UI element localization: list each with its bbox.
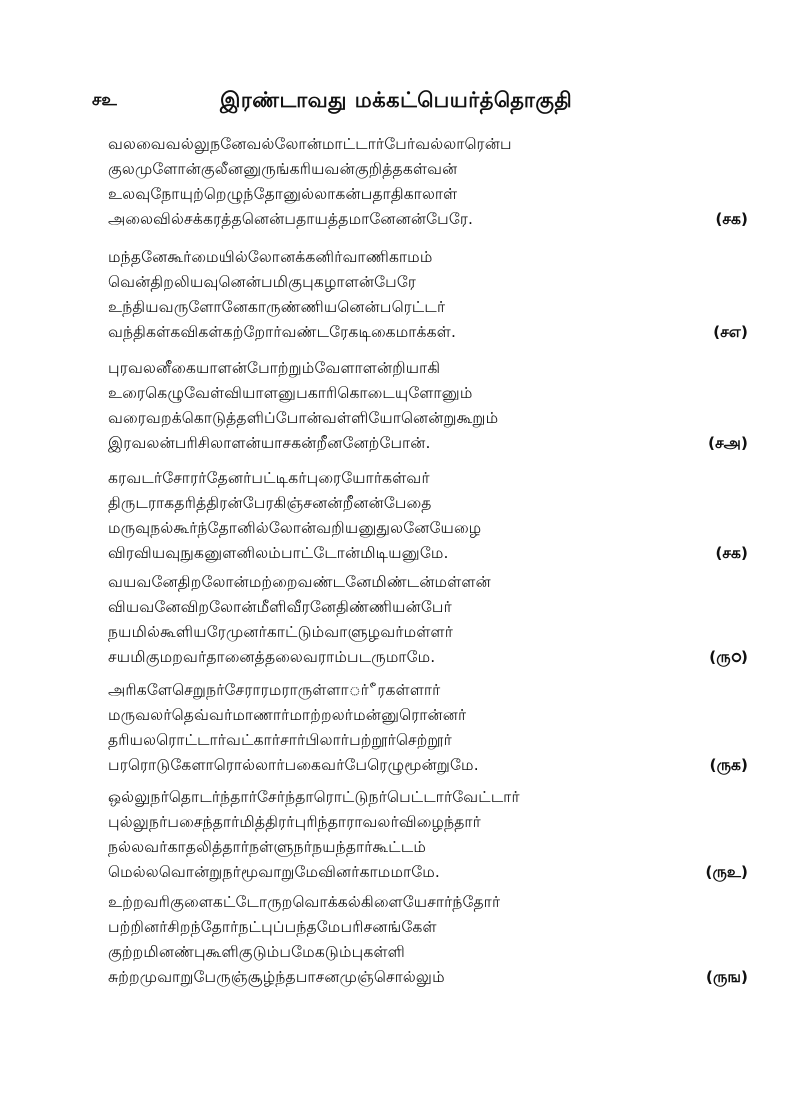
verse-number: (சஎ)	[713, 323, 748, 341]
stanza	[108, 356, 748, 456]
stanza	[108, 678, 748, 778]
verse-number: (ருங)	[705, 968, 748, 986]
verse-line: உற்றவரிகுளைகட்டோருறவொக்கல்கிளையேசார்ந்தோர்	[108, 893, 501, 911]
verse-number: (சஅ)	[708, 434, 748, 452]
verse-line: விரவியவுநுகனுளனிலம்பாட்டோன்மிடியனுமே.	[108, 544, 449, 562]
verse-line: மந்தனேகூர்மையில்லோனக்கனிர்வாணிகாமம்	[108, 248, 433, 266]
verse-line: புல்லுநர்பசைந்தார்மித்திரர்புரிந்தாராவலர்விழைந்தார்	[108, 813, 481, 831]
verse-number: (ருக)	[709, 756, 748, 774]
verse-number: (சக)	[715, 210, 748, 228]
verse-line: சயமிகுமறவர்தானைத்தலைவராம்படருமாமே.	[108, 648, 436, 666]
page-number: சஉ	[92, 90, 117, 110]
verse-line: உலவுநோயுற்றெழுந்தோனுல்லாகன்பதாதிகாலாள்	[108, 185, 458, 203]
verse-line: தரியலரொட்டார்வட்கார்சார்பிலார்பற்றூர்செற்றூர்	[108, 731, 452, 749]
verse-line: அலைவில்சக்கரத்தனென்பதாயத்தமானேனன்பேரே.	[108, 210, 474, 228]
page-title: இரண்டாவது மக்கட்பெயர்த்தொகுதி	[220, 88, 573, 112]
verse-line: வந்திகள்கவிகள்கற்றோர்வண்டரேகடிகைமாக்கள்.	[108, 323, 457, 341]
verse-line: பரரொடுகேளாரொல்லார்பகைவர்பேரெழுமூன்றுமே.	[108, 756, 479, 774]
verse-line: திருடராகதரித்திரன்பேரகிஞ்சனன்றீனன்பேதை	[108, 494, 432, 512]
verse-line: இரவலன்பரிசிலாளன்யாசகன்றீனனேற்போன்.	[108, 434, 431, 452]
verse-line: உரைகெழுவேள்வியாளனுபகாரிகொடையுளோனும்	[108, 384, 473, 402]
stanza	[108, 785, 748, 885]
verse-line: மருவுநல்கூர்ந்தோனில்லோன்வறியனுதுலனேயேழை	[108, 519, 482, 537]
verse-line: உந்தியவருளோனேகாருண்ணியனென்பரெட்டர்	[108, 298, 446, 316]
verse-line: நயமில்கூளியரேமுனர்காட்டும்வாளுழவர்மள்ளர்	[108, 623, 454, 641]
verse-line: பற்றினர்சிறந்தோர்நட்புப்பந்தமேபரிசனங்கேள்	[108, 918, 437, 936]
verse-line: புரவலனீகையாளன்போற்றும்வேளாளன்றியாகி	[108, 359, 441, 377]
verse-line: வென்திறலியவுனென்பமிகுபுகழாளன்பேரே	[108, 273, 417, 291]
verse-line: ஒல்லுநர்தொடர்ந்தார்சேர்ந்தாரொட்டுநர்பெட்டார்வேட்டார்	[108, 788, 520, 806]
verse-line: வியவனேவிறலோன்மீளிவீரனேதிண்ணியன்பேர்	[108, 598, 452, 616]
verse-line: மெல்லவொன்றுநர்மூவாறுமேவினர்காமமாமே.	[108, 863, 441, 881]
verse-line: வயவனேதிறலோன்மற்றைவண்டனேமிண்டன்மள்ளன்	[108, 573, 491, 591]
stanza	[108, 466, 748, 566]
verse-number: (ருஉ)	[705, 863, 748, 881]
verse-line: குலமுளோன்குலீனனுருங்கரியவன்குறித்தகள்வன்	[108, 160, 458, 178]
verse-line: சுற்றமுவாறுபேருஞ்சூழ்ந்தபாசனமுஞ்சொல்லும்	[108, 968, 445, 986]
verse-number: (ருഠ)	[709, 648, 748, 666]
verse-number: (சக)	[715, 544, 748, 562]
verse-line: குற்றமினண்புகூளிகுடும்பமேகடும்புகள்ளி	[108, 943, 406, 961]
verse-line: அரிகளேசெறுநர்சேராரமராருள்ளார்ீரகள்ளார்	[108, 681, 441, 699]
verse-line: மருவலர்தெவ்வர்மாணார்மாற்றலர்மன்னுரொன்னர்	[108, 706, 467, 724]
stanza	[108, 245, 748, 345]
stanza	[108, 890, 748, 990]
stanza	[108, 132, 748, 232]
verse-line: வலவைவல்லுநனேவல்லோன்மாட்டார்பேர்வல்லாரென்ப	[108, 135, 512, 153]
stanza	[108, 570, 748, 670]
verse-line: நல்லவர்காதலித்தார்நள்ளுநர்நயந்தார்கூட்டம்	[108, 838, 427, 856]
verse-line: வரைவறக்கொடுத்தளிப்போன்வள்ளியோனென்றுகூறும்	[108, 409, 499, 427]
verse-line: கரவடர்சோரர்தேனர்பட்டிகர்புரையோர்கள்வர்	[108, 469, 430, 487]
